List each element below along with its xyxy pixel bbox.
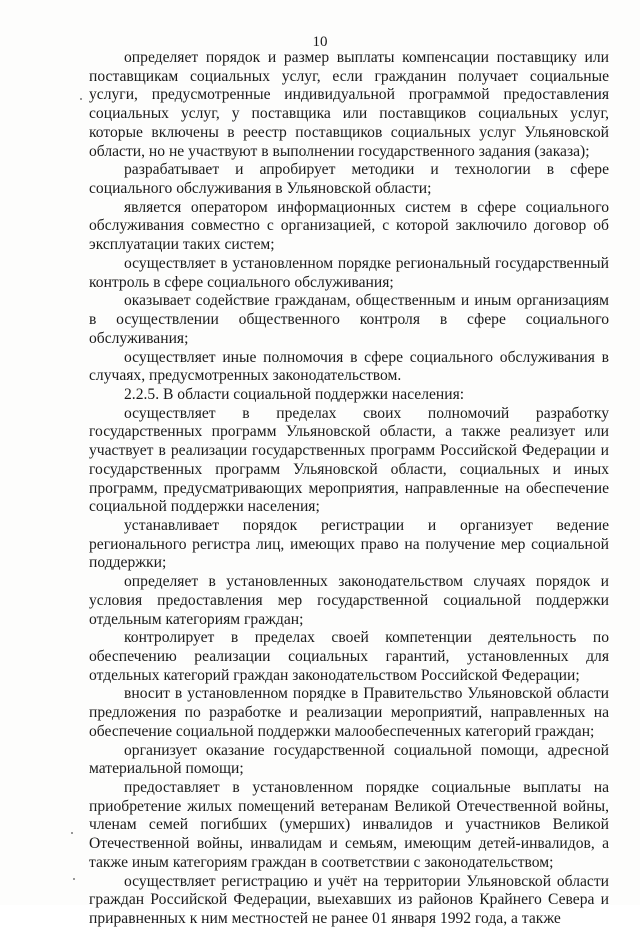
page-number: 10 — [312, 34, 328, 50]
scan-speck — [71, 832, 73, 834]
scan-speck — [80, 98, 82, 100]
paragraph: определяет порядок и размер выплаты компенсации поставщику или поставщикам социальных услуг, если гражданин получает социальные услуги, предусмотренные индивидуальной программой предоставления социальных услуг, у поставщика или поставщиков социальных услуг, которые включены в реестр поставщиков социальных услуг Ульяновской области, но не участвуют в выполнении государственного задания (заказа); — [89, 49, 609, 160]
paragraph: контролирует в пределах своей компетенции деятельность по обеспечению реализации социальных гарантий, установленных для отдельных категорий граждан законодательством Российской Федерации; — [89, 629, 609, 684]
paragraph: устанавливает порядок регистрации и организует ведение регионального регистра лиц, имеющих право на получение мер социальной поддержки; — [89, 516, 609, 572]
paragraph: определяет в установленных законодательством случаях порядок и условия предоставления мер государственной социальной поддержки отдельным категориям граждан; — [89, 573, 609, 628]
section-heading: 2.2.5. В области социальной поддержки населения: — [124, 385, 465, 403]
scan-speck — [73, 878, 75, 880]
paragraph: осуществляет регистрацию и учёт на территории Ульяновской области граждан Российской Федерации, выехавших из районов Крайнего Севера и приравненных к ним местностей не ранее 01 января 1992 года, а также — [89, 872, 609, 928]
paragraph: осуществляет в пределах своих полномочий разработку государственных программ Ульяновской области, а также реализует или участвует в реализации государственных программ Российской Федерации и государственных программ Ульяновской области, социальных и иных программ, предусматривающих мероприятия, направленные на обеспечение социальной поддержки населения; — [89, 404, 609, 516]
paragraph: организует оказание государственной социальной помощи, адресной материальной помощи; — [89, 741, 609, 778]
paragraph: вносит в установленном порядке в Правительство Ульяновской области предложения по разработке и реализации мероприятий, направленных на обеспечение социальной поддержки малообеспеченных категорий граждан; — [89, 685, 609, 740]
paragraph: разрабатывает и апробирует методики и технологии в сфере социального обслуживания в Ульяновской области; — [89, 161, 609, 198]
paragraph: оказывает содействие гражданам, общественным и иным организациям в осуществлении общественного контроля в сфере социального обслуживания; — [89, 292, 609, 347]
paragraph: является оператором информационных систем в сфере социального обслуживания совместно с организацией, с которой заключило договор об эксплуатации таких систем; — [89, 198, 609, 254]
paragraph: предоставляет в установленном порядке социальные выплаты на приобретение жилых помещений ветеранам Великой Отечественной войны, членам семей погибших (умерших) инвалидов и участников Великой Отечественной войны, инвалидам и семьям, имеющим детей-инвалидов, а также иным категориям граждан в соответствии с законодательством; — [89, 779, 609, 871]
paragraph: осуществляет иные полномочия в сфере социального обслуживания в случаях, предусмотренных законодательством. — [89, 348, 609, 385]
paragraph: осуществляет в установленном порядке региональный государственный контроль в сфере социального обслуживания; — [89, 254, 609, 291]
document-body — [89, 49, 609, 929]
